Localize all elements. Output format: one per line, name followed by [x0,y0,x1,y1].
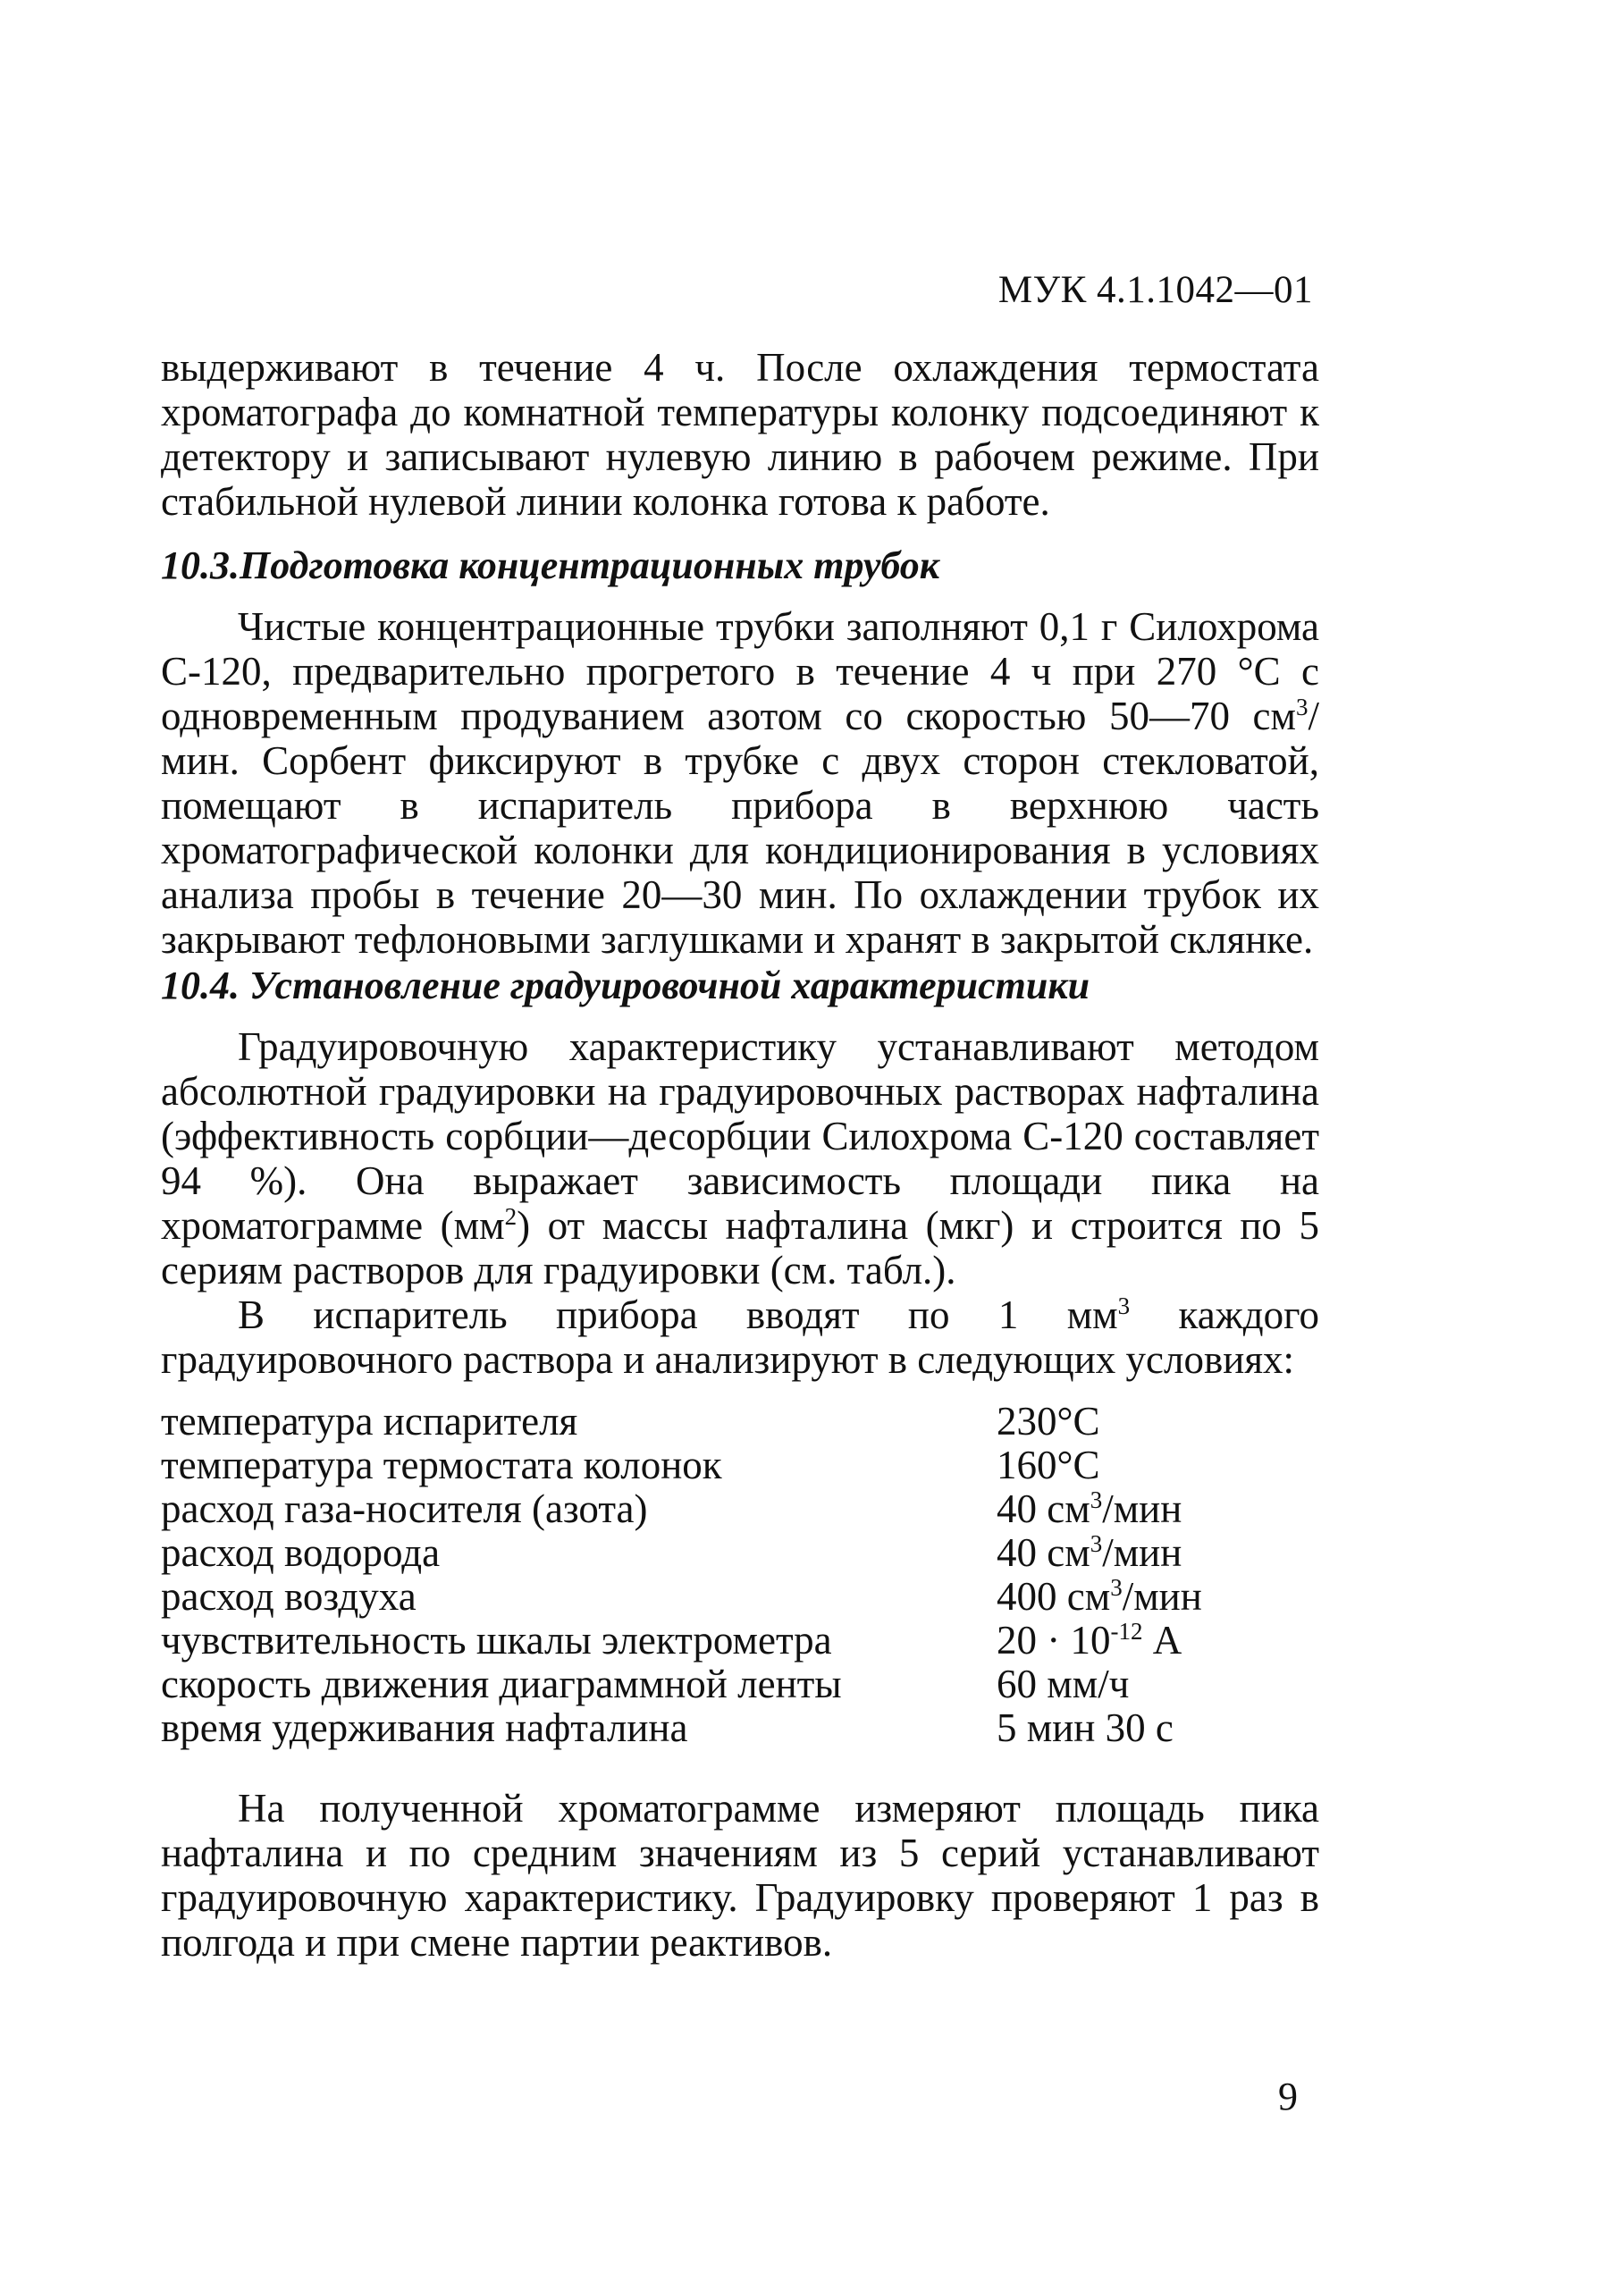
final-paragraph: На полученной хроматограмме измеряют площадь пика нафталина и по средним значениям из 5 серий устанавливают градуировочную характеристику. Градуировку проверяют 1 раз в полгода и при смене партии реактивов. [161,1786,1319,1965]
analysis-conditions-list [161,1400,1233,1750]
section-10-4-paragraph-1 [161,1024,1319,1292]
section-10-3-sup: 3 [1295,694,1308,720]
section-10-4-heading: 10.4. Установление градуировочной характеристики [161,964,1090,1007]
section-10-4-paragraph-2 [161,1292,1319,1382]
condition-label: время удерживания нафталина [161,1705,688,1750]
section-10-3-paragraph [161,604,1319,962]
condition-value: 60 мм/ч [997,1662,1130,1706]
section-10-4-p2-text-a: В испаритель прибора вводят по 1 мм [238,1292,1118,1337]
condition-label: скорость движения диаграммной ленты [161,1662,842,1706]
section-10-3-text-a: Чистые концентрационные трубки заполняют 0,1 г Силохрома С-120, предварительно прогретого в течение 4 ч при 270 °С с одновременным продуванием азотом со скоростью 50—70 см [161,604,1319,738]
condition-label: расход воздуха [161,1574,417,1619]
condition-value: 160°С [997,1443,1100,1487]
condition-label: температура термостата колонок [161,1443,722,1487]
condition-row [161,1487,1233,1531]
intro-section [161,345,1319,524]
section-10-3-heading: 10.3.Подготовка концентрационных трубок [161,543,940,587]
section-10-4-p2-sup: 3 [1117,1292,1131,1319]
final-section [161,1786,1319,1965]
section-10-4-p1-text-a: Градуировочную характеристику устанавливают методом абсолютной градуировки на градуировочных растворах нафталина (эффективность сорбции—десорбции Силохрома С-120 составляет 94 %). Она выражает зависимость площади пика на хроматограмме (мм [161,1024,1319,1248]
condition-value: $20 \cdot 10^{-12}$ А [997,1618,1182,1663]
condition-row [161,1575,1233,1619]
condition-row [161,1663,1233,1706]
page-number: 9 [1278,2075,1298,2118]
condition-row [161,1444,1233,1487]
condition-value: 40 $см^3$/мин [997,1486,1182,1531]
section-10-4-p1-text-b: ) от массы нафталина (мкг) и строится по 5 сериям растворов для градуировки (см. табл.). [161,1203,1319,1292]
condition-row [161,1400,1233,1444]
intro-paragraph: выдерживают в течение 4 ч. После охлаждения термостата хроматографа до комнатной температуры колонку подсоединяют к детектору и записывают нулевую линию в рабочем режиме. При стабильной нулевой линии колонка готова к работе. [161,345,1319,524]
condition-row [161,1706,1233,1750]
section-10-4-p2-text-b: каждого градуировочного раствора и анализируют в следующих условиях: [161,1292,1320,1382]
condition-row [161,1531,1233,1575]
section-10-3-text-b: /мин. Сорбент фиксируют в трубке с двух сторон стекловатой, помещают в испаритель прибора в верхнюю часть хроматографической колонки для кондиционирования в условиях анализа пробы в течение 20—30 мин. По охлаждении трубок их закрывают тефлоновыми заглушками и хранят в закрытой склянке. [161,694,1319,962]
condition-label: чувствительность шкалы электрометра [161,1618,832,1663]
condition-value: 5 мин 30 с [997,1705,1174,1750]
condition-label: расход газа-носителя (азота) [161,1486,648,1531]
condition-value: 230°С [997,1399,1100,1444]
condition-value: 40 $см^3$/мин [997,1530,1182,1575]
condition-label: расход водорода [161,1530,441,1575]
document-code-header: МУК 4.1.1042—01 [997,269,1313,311]
condition-value: 400 $см^3$/мин [997,1574,1202,1619]
section-10-4 [161,964,1319,1382]
section-10-3 [161,543,1319,962]
condition-row [161,1619,1233,1663]
condition-label: температура испарителя [161,1399,578,1444]
section-10-4-p1-sup: 2 [504,1203,517,1230]
